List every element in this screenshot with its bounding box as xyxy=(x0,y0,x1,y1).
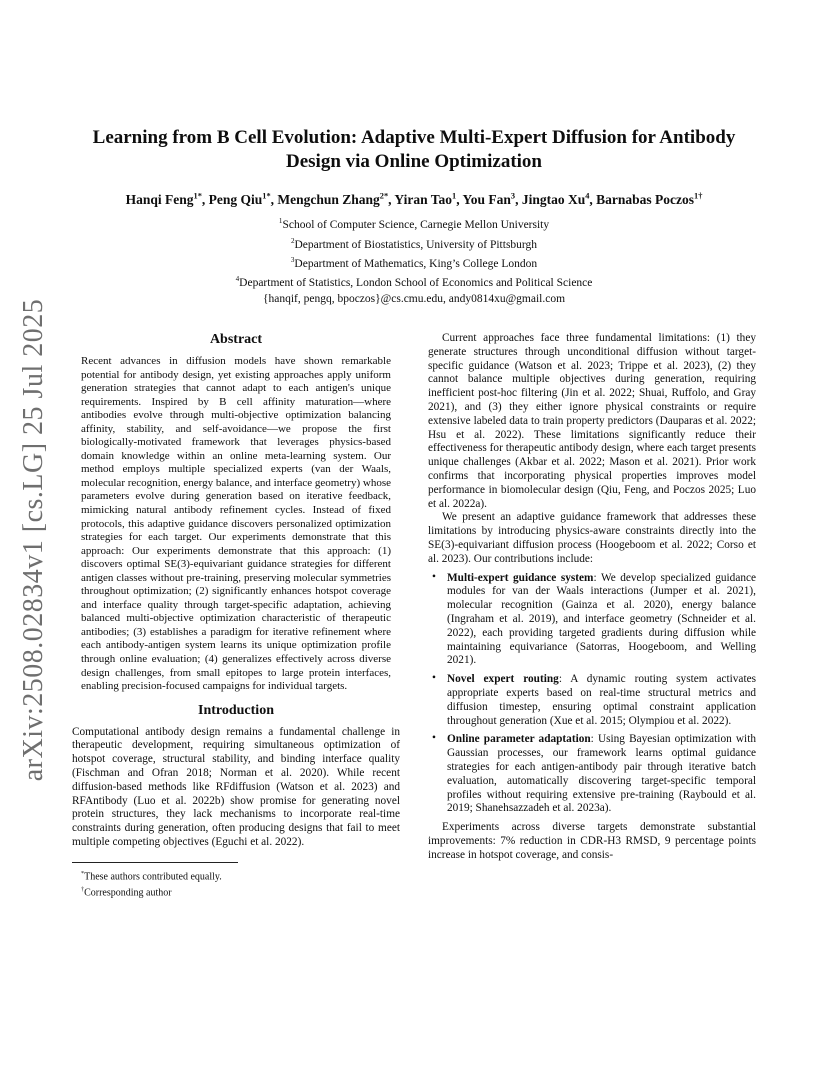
author-separator: , xyxy=(388,191,395,207)
two-column-body xyxy=(72,332,756,900)
paper-header xyxy=(0,0,828,307)
footnote-rule xyxy=(72,862,238,863)
column-left xyxy=(72,332,400,900)
affiliation-text: Department of Statistics, London School of Economics and Political Science xyxy=(239,277,593,289)
author-separator: , xyxy=(515,191,522,207)
author-superscript: 1 xyxy=(452,191,457,201)
contribution-item-multi-expert xyxy=(432,572,756,669)
author-line xyxy=(87,190,742,210)
abstract-text: Recent advances in diffusion models have shown remarkable potential for antibody design, yet existing approaches apply uniform generation strategies that cannot adapt to each antigen's unique requirements. Inspired by B cell affinity maturation—where antibodies evolve through multi-objective optimization balancing affinity, stability, and self-avoidance—we propose the first biologically-motivated framework that leverages physics-based domain knowledge within an online meta-learning system. Our method employs multiple specialized experts (van der Waals, molecular recognition, energy balance, and interface geometry) whose parameters evolve during generation based on iterative feedback, mimicking natural antibody refinement cycles. Instead of fixed protocols, this adaptive guidance discovers personalized optimization strategies for each target. Our experiments demonstrate that this approach: Our experiments demonstrate that this approach: (1) discovers optimal SE(3)-equivariant guidance strategies for different antigen classes without pre-training, preserving molecular symmetries throughout optimization; (2) significantly enhances hotspot coverage and interface quality through target-specific adaptation, achieving balanced multi-objective optimization characteristic of therapeutic antibodies; (3) establishes a paradigm for iterative refinement where each antibody-antigen system learns its unique optimization profile through online evaluation; (4) generalizes effectively across diverse design challenges, from small epitopes to large protein interfaces, enabling precision-focused campaigns for individual targets. xyxy=(81,355,391,693)
author-separator: , xyxy=(589,191,597,207)
bullet-icon: • xyxy=(432,672,436,685)
affiliation-text: Department of Mathematics, King’s College London xyxy=(294,257,538,270)
author-superscript: 1† xyxy=(694,191,703,201)
author xyxy=(277,192,394,207)
contribution-text: : A dynamic routing system activates appropriate experts based on real-time structural metrics and diffusion timestep, ensuring optimal constraint application throughout generation (Xue et al. 2015; Olympiou et al. 2022). xyxy=(447,673,756,727)
bullet-icon: • xyxy=(432,570,436,583)
author-superscript: 2* xyxy=(379,191,389,201)
body-paragraph-experiments: Experiments across diverse targets demonstrate substantial improvements: 7% reduction in CDR-H3 RMSD, 9 percentage points increase in hotspot coverage, and consis- xyxy=(428,821,756,861)
author xyxy=(522,192,596,207)
affiliation-line xyxy=(0,234,828,253)
footnote-block xyxy=(72,862,400,900)
paper-title: Learning from B Cell Evolution: Adaptive Multi-Expert Diffusion for Antibody Design via Online Optimization xyxy=(92,127,736,173)
affiliation-line xyxy=(0,253,828,272)
author-superscript: 1* xyxy=(193,191,202,201)
author-name: You Fan xyxy=(462,191,511,207)
author xyxy=(209,192,278,207)
abstract-heading: Abstract xyxy=(209,332,263,347)
affiliation-block xyxy=(0,214,828,291)
affiliation-text: Department of Biostatistics, University of Pittsburgh xyxy=(294,238,538,251)
contribution-text: : We develop specialized guidance modules for van der Waals interactions (Jumper et al. 2021), molecular recognition (Gainza et al. 2020), energy balance (Ingraham et al. 2019), and interface geometry (Schneider et al. 2022), each providing targeted gradients during diffusion while maintaining equivariance (Satorras, Hoogeboom, and Welling 2021). xyxy=(447,571,757,667)
contribution-item-expert-routing xyxy=(432,673,756,728)
author xyxy=(126,192,209,207)
author-superscript: 3 xyxy=(510,191,516,201)
contribution-lead: Multi-expert guidance system xyxy=(447,571,594,584)
email-line: {hanqif, pengq, bpoczos}@cs.cmu.edu, andy0814xu@gmail.com xyxy=(262,292,566,305)
arxiv-watermark: arXiv:2508.02834v1 [cs.LG] 25 Jul 2025 xyxy=(18,298,49,782)
contribution-text: : Using Bayesian optimization with Gaussian processes, our framework learns optimal guidance strategies for each antigen-antibody pair through iterative batch evaluation, automatically discovering target-specific temporal profiles without requiring extensive pre-training (Raybould et al. 2019; Shanehsazzadeh et al. 2023a). xyxy=(447,733,756,815)
author-separator: , xyxy=(456,191,463,207)
footnote-equal-contribution xyxy=(72,867,400,883)
introduction-paragraph: Computational antibody design remains a fundamental challenge in therapeutic development, requiring simultaneous optimization of hotspot coverage, structural stability, and binding interface quality (Fischman and Ofran 2018; Norman et al. 2020). While recent diffusion-based methods like RFdiffusion (Watson et al. 2023) and RFAntibody (Luo et al. 2022b) show promise for generating novel protein structures, they lack mechanisms to incorporate real-time constraints during generation, often producing designs that fail to meet multiple competing objectives (Eguchi et al. 2022). xyxy=(72,725,400,849)
body-paragraph-framework: We present an adaptive guidance framework that addresses these limitations by introducing physics-aware constraints directly into the SE(3)-equivariant diffusion process (Hoogeboom et al. 2022; Corso et al. 2023). Our contributions include: xyxy=(428,511,756,565)
author-separator: , xyxy=(270,191,278,207)
footnote-marker: * xyxy=(81,869,85,877)
affiliation-superscript: 1 xyxy=(278,217,283,226)
author-name: Peng Qiu xyxy=(208,191,263,207)
footnote-marker: † xyxy=(81,886,85,894)
contribution-lead: Novel expert routing xyxy=(447,673,559,686)
author-superscript: 1* xyxy=(262,191,271,201)
author xyxy=(462,192,521,207)
author-name: Barnabas Poczos xyxy=(596,191,695,207)
contribution-list xyxy=(432,572,756,817)
affiliation-superscript: 2 xyxy=(290,236,295,245)
author xyxy=(394,192,462,207)
affiliation-text: School of Computer Science, Carnegie Mellon University xyxy=(282,219,550,232)
introduction-heading: Introduction xyxy=(198,702,274,718)
affiliation-line xyxy=(0,214,828,233)
affiliation-line xyxy=(0,272,828,291)
contribution-item-online-adaptation xyxy=(432,733,756,816)
author-separator: , xyxy=(201,191,209,207)
bullet-icon: • xyxy=(432,732,436,745)
footnote-corresponding-author xyxy=(72,883,400,899)
body-paragraph-limitations: Current approaches face three fundamental limitations: (1) they generate structures through unconditional diffusion without target-specific guidance (Watson et al. 2023; Trippe et al. 2023), (2) they cannot balance multiple objectives during generation, requiring inefficient post-hoc filtering (Jin et al. 2022; Shuai, Ruffolo, and Gray 2021), and (3) they either ignore physical constraints or require extensive labeled data to train property predictors (Dauparas et al. 2022; Hsu et al. 2022). These limitations significantly reduce their effectiveness for therapeutic antibody design, where each target presents unique challenges (Akbar et al. 2022; Mason et al. 2021). Prior work confirms that incorporating physical properties improves model performance in biomolecular design (Qiu, Feng, and Poczos 2025; Luo et al. 2022a). xyxy=(428,332,756,510)
author xyxy=(596,192,702,207)
footnote-text: These authors contributed equally. xyxy=(84,871,222,883)
author-superscript: 4 xyxy=(585,191,590,201)
contribution-lead: Online parameter adaptation xyxy=(447,733,591,746)
author-name: Mengchun Zhang xyxy=(277,191,380,207)
affiliation-superscript: 3 xyxy=(290,255,295,264)
footnote-text: Corresponding author xyxy=(84,887,172,899)
author-name: Jingtao Xu xyxy=(521,191,586,207)
column-right xyxy=(428,332,756,900)
affiliation-superscript: 4 xyxy=(235,275,240,284)
author-name: Hanqi Feng xyxy=(125,191,194,207)
author-name: Yiran Tao xyxy=(394,191,453,207)
